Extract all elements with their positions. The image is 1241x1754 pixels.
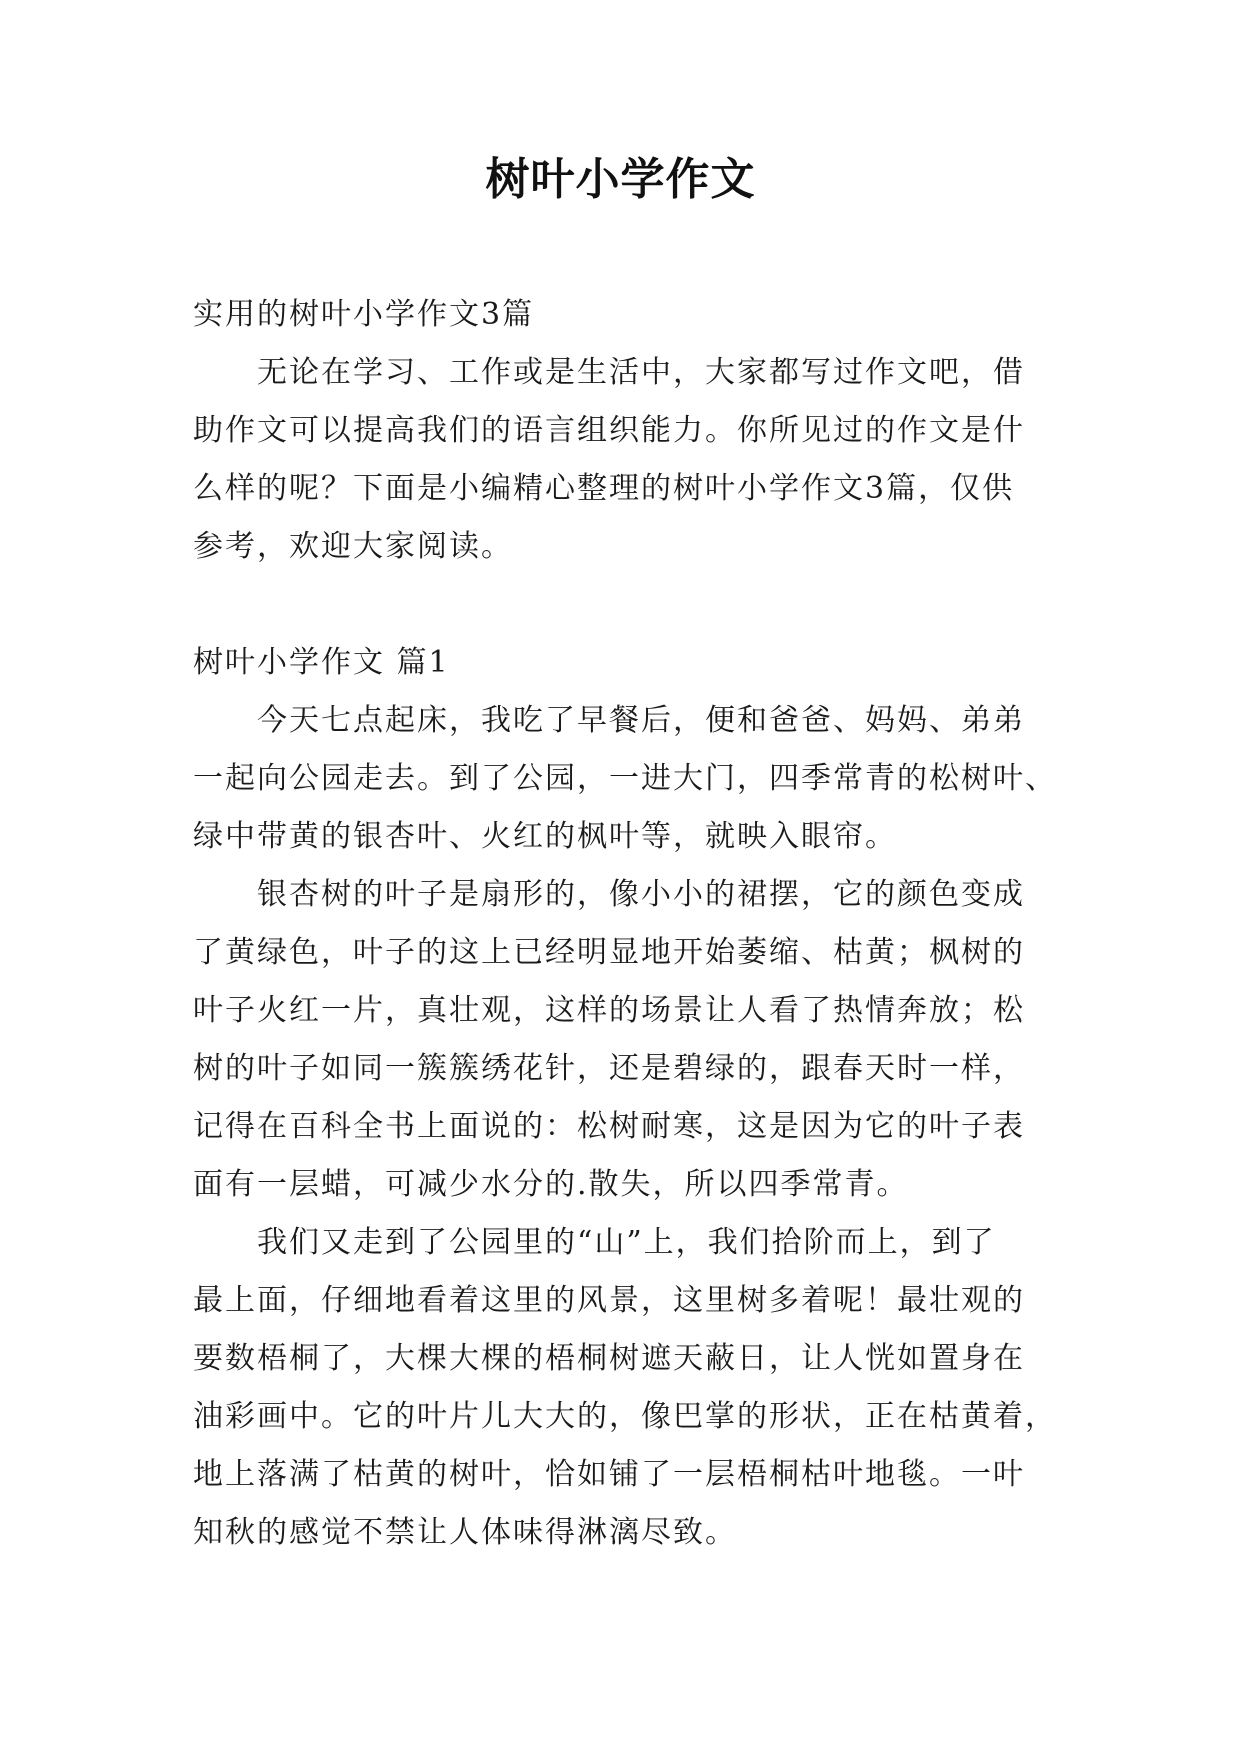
paragraph-line: 我们又走到了公园里的“山”上，我们拾阶而上，到了 (257, 1225, 996, 1260)
document-subtitle: 实用的树叶小学作文3篇 (193, 297, 535, 332)
body-paragraph (193, 692, 1057, 866)
paragraph-line: 一起向公园走去。到了公园，一进大门，四季常青的松树叶、 (193, 761, 1057, 796)
paragraph-line: 要数梧桐了，大棵大棵的梧桐树遮天蔽日，让人恍如置身在 (193, 1341, 1025, 1376)
intro-paragraph (193, 344, 1053, 576)
document-body (193, 286, 1057, 1562)
paragraph-line: 知秋的感觉不禁让人体味得淋漓尽致。 (193, 1515, 737, 1550)
section-heading: 树叶小学作文 篇1 (193, 645, 450, 680)
paragraph-spacer (193, 576, 1053, 634)
paragraph-line: 油彩画中。它的叶片儿大大的，像巴掌的形状，正在枯黄着， (193, 1399, 1057, 1434)
paragraph-line: 无论在学习、工作或是生活中，大家都写过作文吧，借 (257, 355, 1025, 390)
paragraph-line: 今天七点起床，我吃了早餐后，便和爸爸、妈妈、弟弟 (257, 703, 1025, 738)
document-title: 树叶小学作文 (485, 154, 756, 205)
paragraph-line: 树的叶子如同一簇簇绣花针，还是碧绿的，跟春天时一样， (193, 1051, 1025, 1086)
paragraph-line: 绿中带黄的银杏叶、火红的枫叶等，就映入眼帘。 (193, 819, 897, 854)
paragraph-line: 地上落满了枯黄的树叶，恰如铺了一层梧桐枯叶地毯。一叶 (193, 1457, 1025, 1492)
paragraph-line: 了黄绿色，叶子的这上已经明显地开始萎缩、枯黄；枫树的 (193, 935, 1025, 970)
paragraph-line: 么样的呢？下面是小编精心整理的树叶小学作文3篇，仅供 (193, 471, 1015, 506)
paragraph-line: 记得在百科全书上面说的：松树耐寒，这是因为它的叶子表 (193, 1109, 1025, 1144)
paragraph-line: 叶子火红一片，真壮观，这样的场景让人看了热情奔放；松 (193, 993, 1025, 1028)
body-paragraph (193, 866, 1053, 1214)
body-paragraph (193, 1214, 1057, 1562)
paragraph-line: 最上面，仔细地看着这里的风景，这里树多着呢！最壮观的 (193, 1283, 1025, 1318)
paragraph-line: 银杏树的叶子是扇形的，像小小的裙摆，它的颜色变成 (257, 877, 1025, 912)
paragraph-line: 助作文可以提高我们的语言组织能力。你所见过的作文是什 (193, 413, 1025, 448)
paragraph-line: 面有一层蜡，可减少水分的.散失，所以四季常青。 (193, 1167, 909, 1202)
paragraph-line: 参考，欢迎大家阅读。 (193, 529, 513, 564)
